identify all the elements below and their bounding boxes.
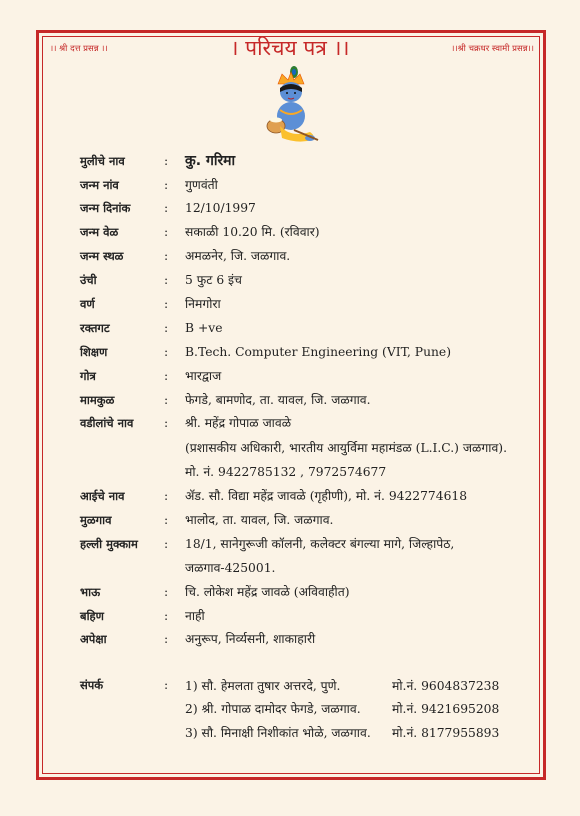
label-birth-date: जन्म दिनांक	[80, 201, 131, 215]
separator: :	[164, 154, 169, 168]
value-sister: नाही	[185, 609, 205, 623]
label-birth-place: जन्म स्थळ	[80, 249, 124, 263]
separator: :	[164, 513, 169, 527]
value-expectation: अनुरूप, निर्व्यसनी, शाकाहारी	[185, 632, 316, 646]
separator: :	[164, 225, 169, 239]
separator: :	[164, 201, 169, 215]
separator: :	[164, 345, 169, 359]
value-education: B.Tech. Computer Engineering (VIT, Pune)	[185, 345, 451, 359]
value-address-line2: जळगाव-425001.	[185, 561, 276, 575]
separator: :	[164, 537, 169, 551]
value-gotra: भारद्वाज	[185, 369, 222, 383]
contact-phone-1: मो.नं. 9604837238	[392, 679, 500, 693]
label-birth-time: जन्म वेळ	[80, 225, 119, 239]
separator: :	[164, 249, 169, 263]
value-height: 5 फुट 6 इंच	[185, 273, 242, 287]
contact-phone-2: मो.नं. 9421695208	[392, 702, 500, 716]
separator: :	[164, 321, 169, 335]
label-gotra: गोत्र	[80, 369, 96, 383]
value-father-phone: मो. नं. 9422785132 , 7972574677	[185, 465, 387, 479]
value-father-occupation: (प्रशासकीय अधिकारी, भारतीय आयुर्विमा महामंडळ (L.I.C.) जळगाव).	[185, 441, 507, 455]
contact-name-3: 3) सौ. मिनाक्षी निशीकांत भोळे, जळगाव.	[185, 726, 371, 740]
separator: :	[164, 297, 169, 311]
contact-name-2: 2) श्री. गोपाळ दामोदर फेगडे, जळगाव.	[185, 702, 361, 716]
value-address-line1: 18/1, सानेगुरूजी कॉलनी, कलेक्टर बंगल्या मागे, जिल्हापेठ,	[185, 537, 455, 551]
separator: :	[164, 585, 169, 599]
label-education: शिक्षण	[80, 345, 108, 359]
value-mother: ॲड. सौ. विद्या महेंद्र जावळे (गृहीणी), मो. नं. 9422774618	[185, 489, 468, 503]
separator: :	[164, 489, 169, 503]
separator: :	[164, 678, 169, 692]
right-blessing: ।।श्री चक्रधर स्वामी प्रसन्न।।	[451, 44, 534, 54]
label-name: मुलीचे नाव	[80, 154, 125, 168]
label-sister: बहिण	[80, 609, 104, 623]
page-title: । परिचय पत्र ।।	[230, 36, 350, 60]
value-birth-time: सकाळी 10.20 मि. (रविवार)	[185, 225, 320, 239]
contact-phone-3: मो.नं. 8177955893	[392, 726, 500, 740]
value-name: कु. गरिमा	[185, 153, 236, 169]
separator: :	[164, 609, 169, 623]
krishna-illustration-icon	[258, 66, 324, 144]
label-height: उंची	[80, 273, 97, 287]
label-father: वडीलांचे नाव	[80, 416, 134, 430]
separator: :	[164, 178, 169, 192]
label-contact: संपर्क	[80, 678, 104, 692]
label-expectation: अपेक्षा	[80, 632, 107, 646]
separator: :	[164, 369, 169, 383]
value-birth-place: अमळनेर, जि. जळगाव.	[185, 249, 291, 263]
contact-name-1: 1) सौ. हेमलता तुषार अत्तरदे, पुणे.	[185, 679, 341, 693]
left-blessing: ।। श्री दत्त प्रसन्न ।।	[50, 44, 108, 54]
label-mother: आईचे नाव	[80, 489, 125, 503]
label-current-address: हल्ली मुक्काम	[80, 537, 138, 551]
separator: :	[164, 632, 169, 646]
label-brother: भाऊ	[80, 585, 101, 599]
label-maternal-family: मामकुळ	[80, 393, 115, 407]
separator: :	[164, 393, 169, 407]
label-complexion: वर्ण	[80, 297, 95, 311]
value-birth-date: 12/10/1997	[185, 201, 256, 215]
value-complexion: निमगोरा	[185, 297, 221, 311]
separator: :	[164, 273, 169, 287]
value-maternal-family: फेगडे, बामणोद, ता. यावल, जि. जळगाव.	[185, 393, 371, 407]
value-blood-group: B +ve	[185, 321, 223, 335]
value-father-name: श्री. महेंद्र गोपाळ जावळे	[185, 416, 292, 430]
label-birth-name: जन्म नांव	[80, 178, 119, 192]
label-native-place: मुळगाव	[80, 513, 112, 527]
value-native-place: भालोद, ता. यावल, जि. जळगाव.	[185, 513, 334, 527]
value-birth-name: गुणवंती	[185, 178, 218, 192]
label-blood-group: रक्तगट	[80, 321, 110, 335]
value-brother: चि. लोकेश महेंद्र जावळे (अविवाहीत)	[185, 585, 350, 599]
separator: :	[164, 416, 169, 430]
